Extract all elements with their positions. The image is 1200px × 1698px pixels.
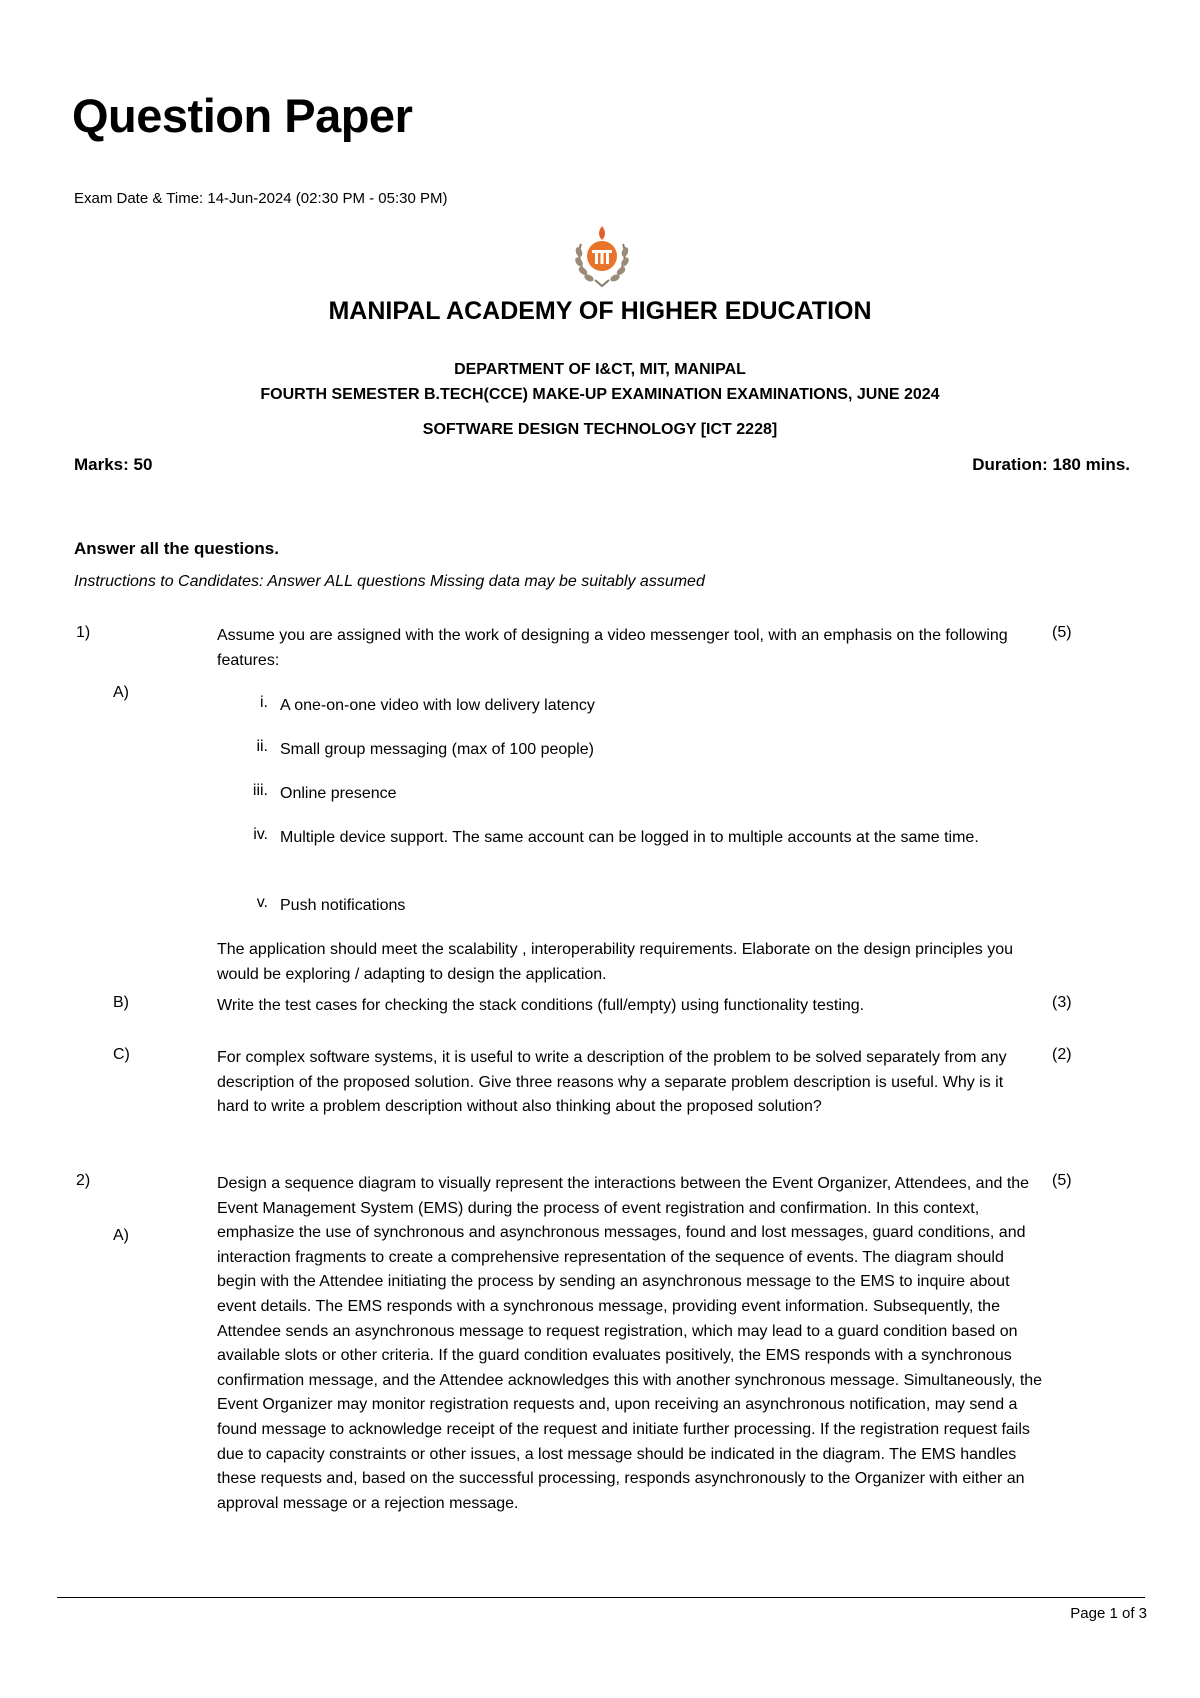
question-1c-marks: (2) xyxy=(1052,1046,1072,1063)
list-marker: i. xyxy=(260,694,268,711)
page-number: Page 1 of 3 xyxy=(1070,1605,1147,1622)
course-title: SOFTWARE DESIGN TECHNOLOGY [ICT 2228] xyxy=(422,421,778,438)
list-marker: iv. xyxy=(253,826,268,843)
question-1c-text: For complex software systems, it is useful to write a description of the problem to be solved separately from any description of the proposed solution. Give three reasons why a separate problem description is useful. Why is it hard to write a problem description without also thinking about the proposed solution? xyxy=(217,1049,1007,1116)
exam-date-time: Exam Date & Time: 14-Jun-2024 (02:30 PM - 05:30 PM) xyxy=(74,190,448,207)
answer-all-heading: Answer all the questions. xyxy=(74,539,279,558)
question-1c-label: C) xyxy=(113,1046,130,1063)
page-title: Question Paper xyxy=(72,89,413,142)
total-marks: Marks: 50 xyxy=(74,455,153,474)
instructions-text: Instructions to Candidates: Answer ALL questions Missing data may be suitably assumed xyxy=(74,573,705,590)
question-1b-marks: (3) xyxy=(1052,994,1072,1011)
question-2a-text: Design a sequence diagram to visually represent the interactions between the Event Organizer, Attendees, and the Event Management System (EMS) during the process of event registration and confirmation. In this context, emphasize the use of synchronous and asynchronous messages, found and lost messages, guard conditions, and interaction fragments to create a comprehensive representation of the sequence of events. The diagram should begin with the Attendee initiating the process by sending an asynchronous message to the EMS to inquire about event details. The EMS responds with a synchronous message, providing event information. Subsequently, the Attendee sends an asynchronous message to request registration, which may lead to a guard condition based on available slots or other criteria. If the guard condition evaluates positively, the EMS responds with a synchronous confirmation message, and the Attendee acknowledges this with another synchronous message. Simultaneously, the Event Organizer may monitor registration requests and, upon receiving an asynchronous notification, may send a found message to acknowledge receipt of the request and initiate further processing. If the registration request fails due to capacity constraints or other issues, a lost message should be indicated in the diagram. The EMS handles these requests and, based on the successful processing, responds asynchronously to the Organizer with either an approval message or a rejection message. xyxy=(217,1175,1043,1512)
footer-divider xyxy=(57,1597,1145,1598)
list-item: A one-on-one video with low delivery latency xyxy=(280,697,595,714)
question-1a-intro: Assume you are assigned with the work of designing a video messenger tool, with an emphasis on the following features: xyxy=(217,627,1008,669)
exam-duration: Duration: 180 mins. xyxy=(972,455,1130,474)
question-2-number: 2) xyxy=(76,1172,91,1189)
question-1a-outro: The application should meet the scalability , interoperability requirements. Elaborate on the design principles you would be exploring / adapting to design the application. xyxy=(217,941,1014,983)
list-marker: iii. xyxy=(252,782,268,799)
question-1b-label: B) xyxy=(113,994,129,1011)
list-item: Online presence xyxy=(280,785,397,802)
question-2a-label: A) xyxy=(113,1227,129,1244)
department-name: DEPARTMENT OF I&CT, MIT, MANIPAL xyxy=(454,361,746,378)
question-1-number: 1) xyxy=(76,624,91,641)
question-2a-marks: (5) xyxy=(1052,1172,1072,1189)
question-1b-text: Write the test cases for checking the stack conditions (full/empty) using functionality testing. xyxy=(217,997,865,1014)
manipal-logo-icon xyxy=(567,222,637,292)
list-item: Multiple device support. The same account can be logged in to multiple accounts at the same time. xyxy=(280,829,979,846)
list-marker: ii. xyxy=(256,738,268,755)
question-1a-label: A) xyxy=(113,684,129,701)
semester-line: FOURTH SEMESTER B.TECH(CCE) MAKE-UP EXAMINATION EXAMINATIONS, JUNE 2024 xyxy=(260,386,940,403)
list-item: Small group messaging (max of 100 people) xyxy=(280,741,594,758)
list-item: Push notifications xyxy=(280,897,406,914)
institution-name: MANIPAL ACADEMY OF HIGHER EDUCATION xyxy=(328,297,872,325)
question-1a-marks: (5) xyxy=(1052,624,1072,641)
list-marker: v. xyxy=(256,894,268,911)
